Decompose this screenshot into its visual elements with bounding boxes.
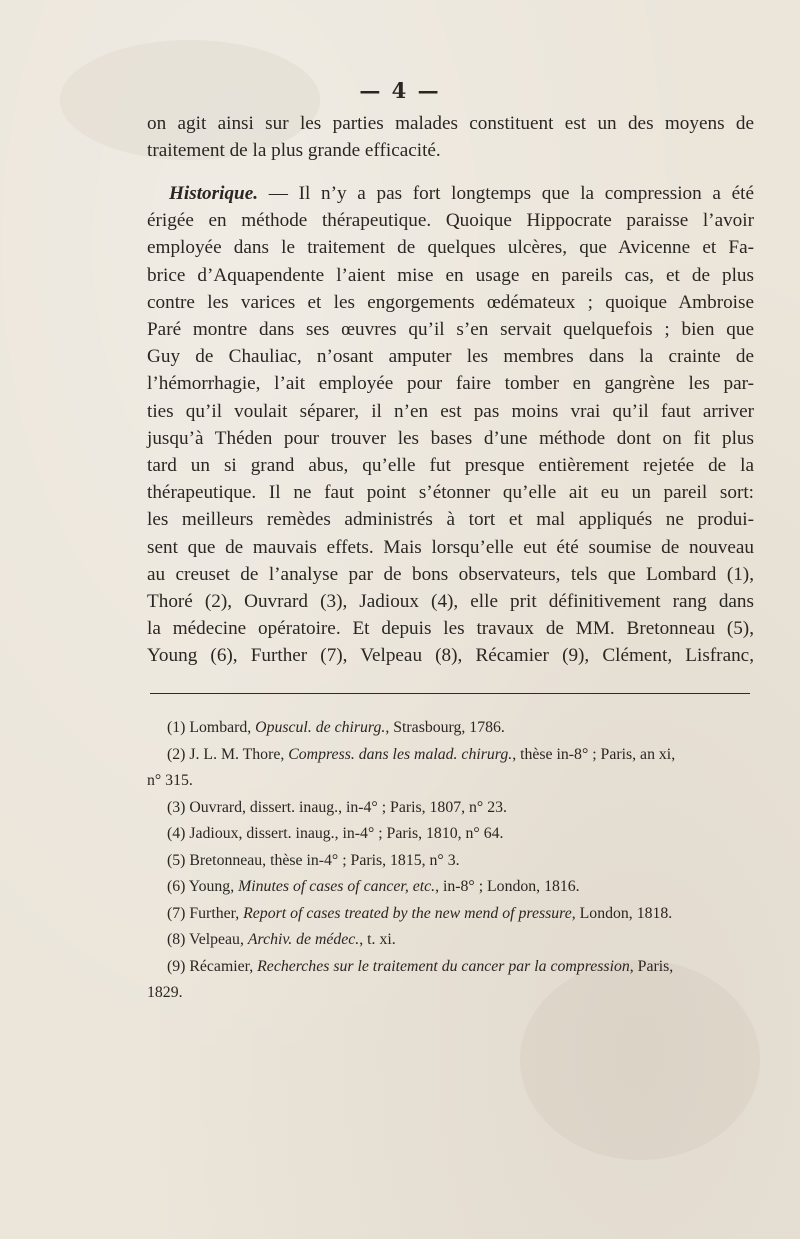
footnote bbox=[147, 874, 760, 901]
page-number: — 4 — bbox=[359, 78, 441, 103]
footnote bbox=[147, 901, 760, 928]
footnote-text: (1) Lombard, bbox=[167, 719, 256, 736]
footnote-continuation: 1829. bbox=[147, 984, 183, 1001]
footnote bbox=[147, 954, 760, 1007]
text-line: Thoré (2), Ouvrard (3), Jadioux (4), elle prit définitivement rang dans bbox=[147, 591, 754, 613]
footnote-text: , t. xi. bbox=[359, 931, 396, 948]
footnote-continuation: n° 315. bbox=[147, 772, 193, 789]
footnote-text: (8) Velpeau, bbox=[167, 931, 248, 948]
text-line: employée dans le traitement de quelques ulcères, que Avicenne et Fa- bbox=[147, 237, 754, 259]
text-line: thérapeutique. Il ne faut point s’étonner qu’elle ait eu un pareil sort: bbox=[147, 482, 754, 504]
footnote-title: Opuscul. de chirurg. bbox=[255, 719, 386, 736]
footnote-text: , thèse in-8° ; Paris, an xi, bbox=[512, 745, 676, 763]
section-heading: Historique. bbox=[169, 183, 259, 204]
text-line: Guy de Chauliac, n’osant amputer les membres dans la crainte de bbox=[147, 346, 754, 368]
footnote bbox=[147, 821, 760, 848]
footnote-title: Recherches sur le traitement du cancer par la compression bbox=[257, 957, 630, 975]
text-line: ties qu’il voulait séparer, il n’en est pas moins vrai qu’il faut arriver bbox=[147, 400, 754, 422]
footnote-text: , in-8° ; London, 1816. bbox=[435, 878, 580, 895]
text-line: contre les varices et les engorgements œdémateux ; quoique Ambroise bbox=[147, 291, 754, 313]
footnote-text: (7) Further, bbox=[167, 904, 244, 922]
text-line: Young (6), Further (7), Velpeau (8), Récamier (9), Clément, Lisfranc, bbox=[147, 645, 754, 667]
footnote bbox=[147, 927, 760, 954]
footnote-divider bbox=[150, 693, 750, 694]
text-line: tard un si grand abus, qu’elle fut presque entièrement rejetée de la bbox=[147, 455, 754, 477]
footnote-text: (5) Bretonneau, thèse in-4° ; Paris, 1815, n° 3. bbox=[167, 851, 460, 869]
footnote-text: (2) J. L. M. Thore, bbox=[167, 745, 289, 763]
text-line: les meilleurs remèdes administrés à tort et mal appliqués ne produi- bbox=[147, 509, 754, 531]
text-line: on agit ainsi sur les parties malades constituent est un des moyens de bbox=[147, 113, 754, 134]
text-line: brice d’Aquapendente l’aient mise en usage en pareils cas, et de plus bbox=[147, 264, 754, 286]
text-line: traitement de la plus grande efficacité. bbox=[147, 140, 441, 162]
text-line: l’hémorrhagie, l’ait employée pour faire tomber en gangrène les par- bbox=[147, 373, 754, 395]
footnote-text: (3) Ouvrard, dissert. inaug., in-4° ; Paris, 1807, n° 23. bbox=[167, 798, 507, 816]
footnote-text: (9) Récamier, bbox=[167, 957, 258, 975]
footnote bbox=[147, 742, 760, 795]
historique-paragraph bbox=[147, 180, 754, 670]
text-line: jusqu’à Théden pour trouver les bases d’une méthode dont on fit plus bbox=[147, 427, 754, 449]
footnote-title: Minutes of cases of cancer, etc. bbox=[238, 878, 436, 895]
footnote-title: Archiv. de médec. bbox=[247, 931, 360, 948]
text-line: au creuset de l’analyse par de bons observateurs, tels que Lombard (1), bbox=[147, 563, 754, 585]
footnote-title: Report of cases treated by the new mend of pressure bbox=[243, 904, 572, 922]
footnote bbox=[147, 848, 760, 875]
intro-paragraph bbox=[147, 110, 754, 164]
text-line: érigée en méthode thérapeutique. Quoique Hippocrate paraisse l’avoir bbox=[147, 210, 754, 232]
footnotes bbox=[147, 715, 760, 1007]
text-fragment: — Il n’y a pas fort longtemps que la compression a été bbox=[258, 183, 754, 204]
footnote-text: , Strasbourg, 1786. bbox=[385, 719, 505, 736]
footnote-title: Compress. dans les malad. chirurg. bbox=[288, 745, 513, 763]
text-line: la médecine opératoire. Et depuis les travaux de MM. Bretonneau (5), bbox=[147, 618, 754, 640]
text-line bbox=[147, 180, 754, 207]
text-line: Paré montre dans ses œuvres qu’il s’en servait quelquefois ; bien que bbox=[147, 319, 754, 341]
footnote-text: , Paris, bbox=[629, 957, 674, 975]
footnote-text: , London, 1818. bbox=[571, 904, 673, 922]
footnote-text: (4) Jadioux, dissert. inaug., in-4° ; Paris, 1810, n° 64. bbox=[167, 825, 504, 842]
footnote bbox=[147, 795, 760, 822]
footnote-text: (6) Young, bbox=[167, 878, 239, 895]
text-line: sent que de mauvais effets. Mais lorsqu’elle eut été soumise de nouveau bbox=[147, 536, 754, 558]
footnote bbox=[147, 715, 760, 742]
